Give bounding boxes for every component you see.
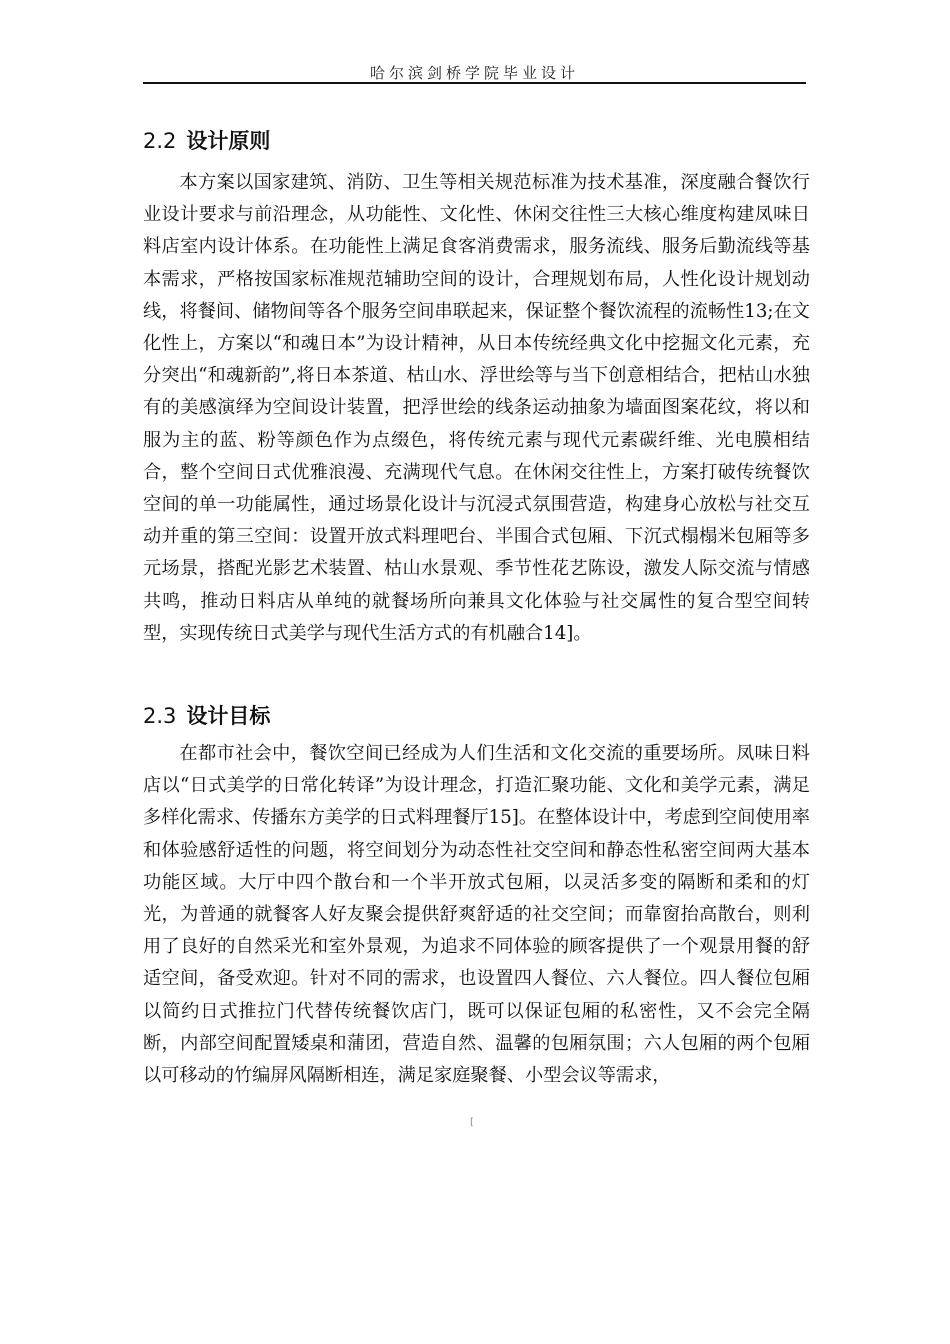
section-number: 2.2 — [143, 129, 177, 153]
page-footer-mark: [ — [470, 1117, 474, 1128]
section-paragraph-design-goals: 在都市社会中，餐饮空间已经成为人们生活和文化交流的重要场所。凤味日料店以“日式美学的日常化转译”为设计理念，打造汇聚功能、文化和美学元素，满足多样化需求、传播东方美学的日式料理餐厅15]。在整体设计中，考虑到空间使用率和体验感舒适性的问题，将空间划分为动态性社交空间和静态性私密空间两大基本功能区域。大厅中四个散台和一个半开放式包厢，以灵活多变的隔断和柔和的灯光，为普通的就餐客人好友聚会提供舒爽舒适的社交空间；而靠窗抬高散台，则利用了良好的自然采光和室外景观，为追求不同体验的顾客提供了一个观景用餐的舒适空间，备受欢迎。针对不同的需求，也设置四人餐位、六人餐位。四人餐位包厢以简约日式推拉门代替传统餐饮店门，既可以保证包厢的私密性，又不会完全隔断，内部空间配置矮桌和蒲团，营造自然、温馨的包厢氛围；六人包厢的两个包厢以可移动的竹编屏风隔断相连，满足家庭聚餐、小型会议等需求， — [143, 743, 810, 1087]
section-paragraph-design-principles: 本方案以国家建筑、消防、卫生等相关规范标准为技术基准，深度融合餐饮行业设计要求与前沿理念，从功能性、文化性、休闲交往性三大核心维度构建凤味日料店室内设计体系。在功能性上满足食客消费需求，服务流线、服务后勤流线等基本需求，严格按国家标准规范辅助空间的设计，合理规划布局，人性化设计规划动线，将餐间、储物间等各个服务空间串联起来，保证整个餐饮流程的流畅性13;在文化性上，方案以“和魂日本”为设计精神，从日本传统经典文化中挖掘文化元素，充分突出“和魂新韵”,将日本茶道、枯山水、浮世绘等与当下创意相结合，把枯山水独有的美感演绎为空间设计装置，把浮世绘的线条运动抽象为墙面图案花纹，将以和服为主的蓝、粉等颜色作为点缀色，将传统元素与现代元素碳纤维、光电膜相结合，整个空间日式优雅浪漫、充满现代气息。在休闲交往性上，方案打破传统餐饮空间的单一功能属性，通过场景化设计与沉浸式氛围营造，构建身心放松与社交互动并重的第三空间：设置开放式料理吧台、半围合式包厢、下沉式榻榻米包厢等多元场景，搭配光影艺术装置、枯山水景观、季节性花艺陈设，激发人际交流与情感共鸣，推动日料店从单纯的就餐场所向兼具文化体验与社交属性的复合型空间转型，实现传统日式美学与现代生活方式的有机融合14]。 — [143, 172, 810, 644]
section-title-text: 设计原则 — [186, 129, 271, 153]
section-heading-2-2 — [143, 125, 270, 155]
page-header: 哈尔滨剑桥学院毕业设计 — [369, 64, 579, 82]
header-divider — [143, 82, 806, 84]
section-title-text: 设计目标 — [186, 704, 271, 728]
section-heading-2-3 — [143, 700, 270, 730]
section-number: 2.3 — [143, 704, 177, 728]
